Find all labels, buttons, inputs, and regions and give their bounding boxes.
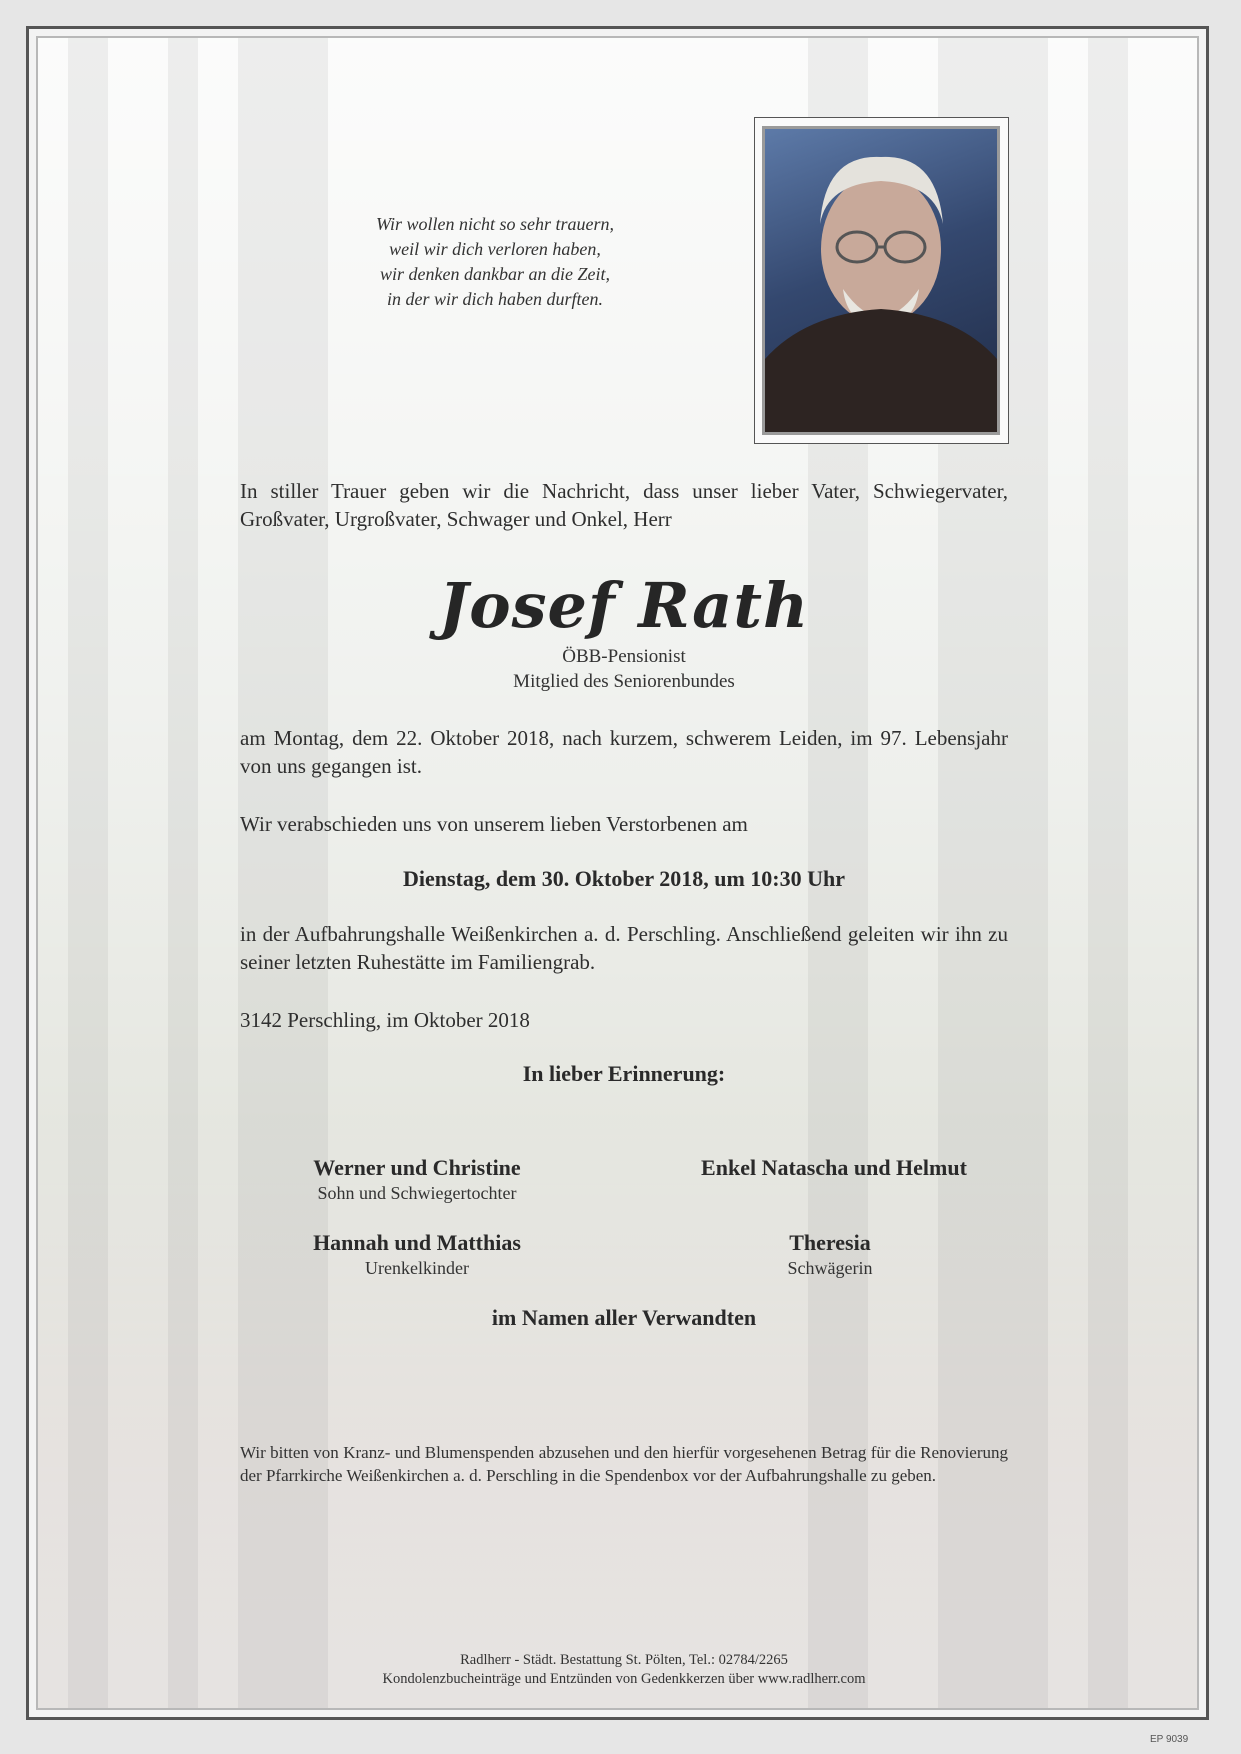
poem: [320, 212, 670, 312]
portrait-photo: [762, 126, 1000, 435]
mourner-name: Enkel Natascha und Helmut: [701, 1155, 967, 1180]
membership: Mitglied des Seniorenbundes: [513, 671, 735, 692]
mourner-entry: [217, 1229, 617, 1279]
deceased-name: Josef Rath: [438, 569, 810, 642]
mourner-entry: [634, 1154, 1034, 1182]
relatives-signature: im Namen aller Verwandten: [491, 1305, 757, 1330]
mourner-entry: [217, 1154, 617, 1204]
poem-line: weil wir dich verloren haben,: [389, 239, 601, 259]
poem-line: wir denken dankbar an die Zeit,: [380, 264, 610, 284]
funeral-date: Dienstag, dem 30. Oktober 2018, um 10:30 Uhr: [402, 866, 846, 891]
death-notice: am Montag, dem 22. Oktober 2018, nach kurzem, schwerem Leiden, im 97. Lebensjahr von uns gegangen ist.: [240, 726, 1008, 778]
donation-note: Wir bitten von Kranz- und Blumenspenden abzusehen und den hierfür vorgesehenen Betrag für die Renovierung der Pfarrkirche Weißenkirchen a. d. Perschling in die Spendenbox vor der Aufbahrungshalle zu geben.: [240, 1443, 1008, 1485]
mourner-name: Werner und Christine: [313, 1155, 521, 1180]
mourner-relation: Schwägerin: [787, 1258, 873, 1278]
condolence-info: Kondolenzbucheinträge und Entzünden von Gedenkkerzen über www.radlherr.com: [382, 1671, 866, 1687]
mourner-entry: [630, 1229, 1030, 1279]
intro-text: In stiller Trauer geben wir die Nachricht, dass unser lieber Vater, Schwiegervater, Großvater, Urgroßvater, Schwager und Onkel, Herr: [240, 479, 1008, 531]
poem-line: in der wir dich haben durften.: [387, 289, 603, 309]
template-code: EP 9039: [1150, 1734, 1189, 1745]
farewell-text: Wir verabschieden uns von unserem lieben Verstorbenen am: [240, 812, 748, 836]
funeral-location: in der Aufbahrungshalle Weißenkirchen a. d. Perschling. Anschließend geleiten wir ihn zu seiner letzten Ruhestätte im Familiengrab.: [240, 922, 1008, 974]
mourner-relation: Sohn und Schwiegertochter: [317, 1183, 517, 1203]
undertaker-footer: [240, 1651, 1008, 1689]
mourner-relation: Urenkelkinder: [365, 1258, 469, 1278]
portrait-illustration: [765, 129, 997, 432]
place-and-date: 3142 Perschling, im Oktober 2018: [240, 1008, 530, 1032]
mourner-name: Hannah und Matthias: [313, 1230, 521, 1255]
undertaker-contact: Radlherr - Städt. Bestattung St. Pölten, Tel.: 02784/2265: [460, 1652, 788, 1668]
memory-heading: In lieber Erinnerung:: [522, 1061, 726, 1086]
mourner-name: Theresia: [789, 1230, 871, 1255]
poem-line: Wir wollen nicht so sehr trauern,: [376, 214, 614, 234]
occupation: ÖBB-Pensionist: [562, 646, 686, 667]
